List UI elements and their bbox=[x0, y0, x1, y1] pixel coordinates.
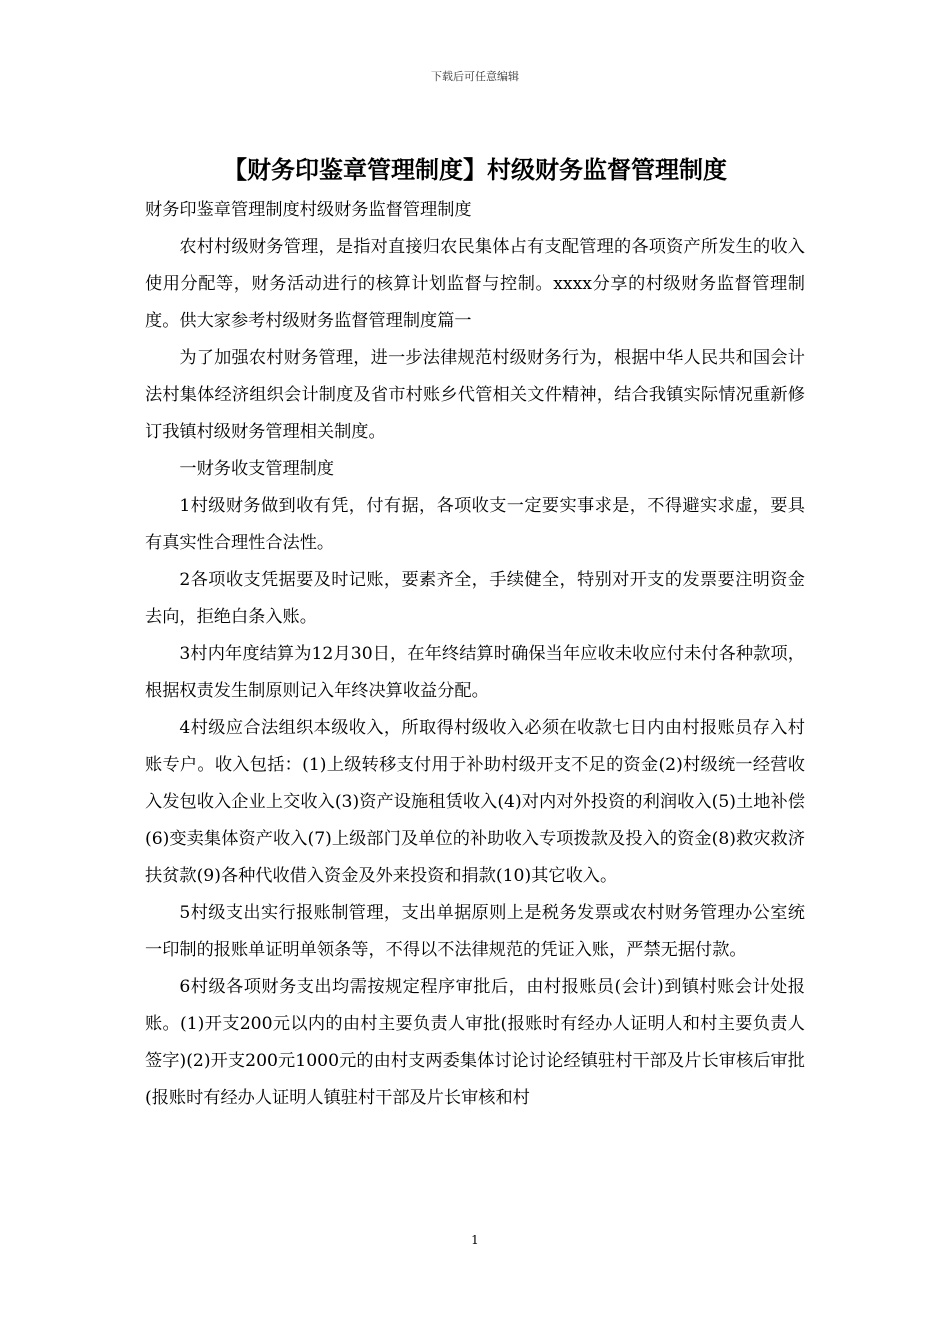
document-title: 【财务印鉴章管理制度】村级财务监督管理制度 bbox=[223, 155, 727, 184]
page-number: 1 bbox=[471, 1233, 479, 1247]
paragraph: 6村级各项财务支出均需按规定程序审批后，由村报账员(会计)到镇村账会计处报账。(1)开支200元以内的由村主要负责人审批(报账时有经办人证明人和村主要负责人签字)(2)开支200元1000元的由村支两委集体讨论讨论经镇驻村干部及片长审核后审批(报账时有经办人证明人镇驻村干部及片长审核和村 bbox=[145, 977, 805, 1108]
paragraph: 5村级支出实行报账制管理，支出单据原则上是税务发票或农村财务管理办公室统一印制的报账单证明单领条等，不得以不法律规范的凭证入账，严禁无据付款。 bbox=[145, 903, 805, 960]
paragraph: 3村内年度结算为12月30日，在年终结算时确保当年应收未收应付未付各种款项，根据权责发生制原则记入年终决算收益分配。 bbox=[145, 644, 805, 701]
document-body bbox=[145, 192, 805, 1117]
paragraph: 1村级财务做到收有凭，付有据，各项收支一定要实事求是，不得避实求虚，要具有真实性合理性合法性。 bbox=[145, 496, 805, 553]
section-heading: 一财务收支管理制度 bbox=[179, 459, 335, 479]
header-note: 下载后可任意编辑 bbox=[431, 70, 519, 83]
paragraph: 为了加强农村财务管理，进一步法律规范村级财务行为，根据中华人民共和国会计法村集体经济组织会计制度及省市村账乡代管相关文件精神，结合我镇实际情况重新修订我镇村级财务管理相关制度。 bbox=[145, 348, 805, 442]
paragraph: 2各项收支凭据要及时记账，要素齐全，手续健全，特别对开支的发票要注明资金去向，拒绝白条入账。 bbox=[145, 570, 805, 627]
paragraph-subtitle: 财务印鉴章管理制度村级财务监督管理制度 bbox=[145, 200, 472, 220]
paragraph: 农村村级财务管理，是指对直接归农民集体占有支配管理的各项资产所发生的收入使用分配等，财务活动进行的核算计划监督与控制。xxxx分享的村级财务监督管理制度。供大家参考村级财务监督管理制度篇一 bbox=[145, 237, 805, 331]
paragraph: 4村级应合法组织本级收入，所取得村级收入必须在收款七日内由村报账员存入村账专户。收入包括：(1)上级转移支付用于补助村级开支不足的资金(2)村级统一经营收入发包收入企业上交收入(3)资产设施租赁收入(4)对内对外投资的利润收入(5)土地补偿(6)变卖集体资产收入(7)上级部门及单位的补助收入专项拨款及投入的资金(8)救灾救济扶贫款(9)各种代收借入资金及外来投资和捐款(10)其它收入。 bbox=[145, 718, 805, 886]
